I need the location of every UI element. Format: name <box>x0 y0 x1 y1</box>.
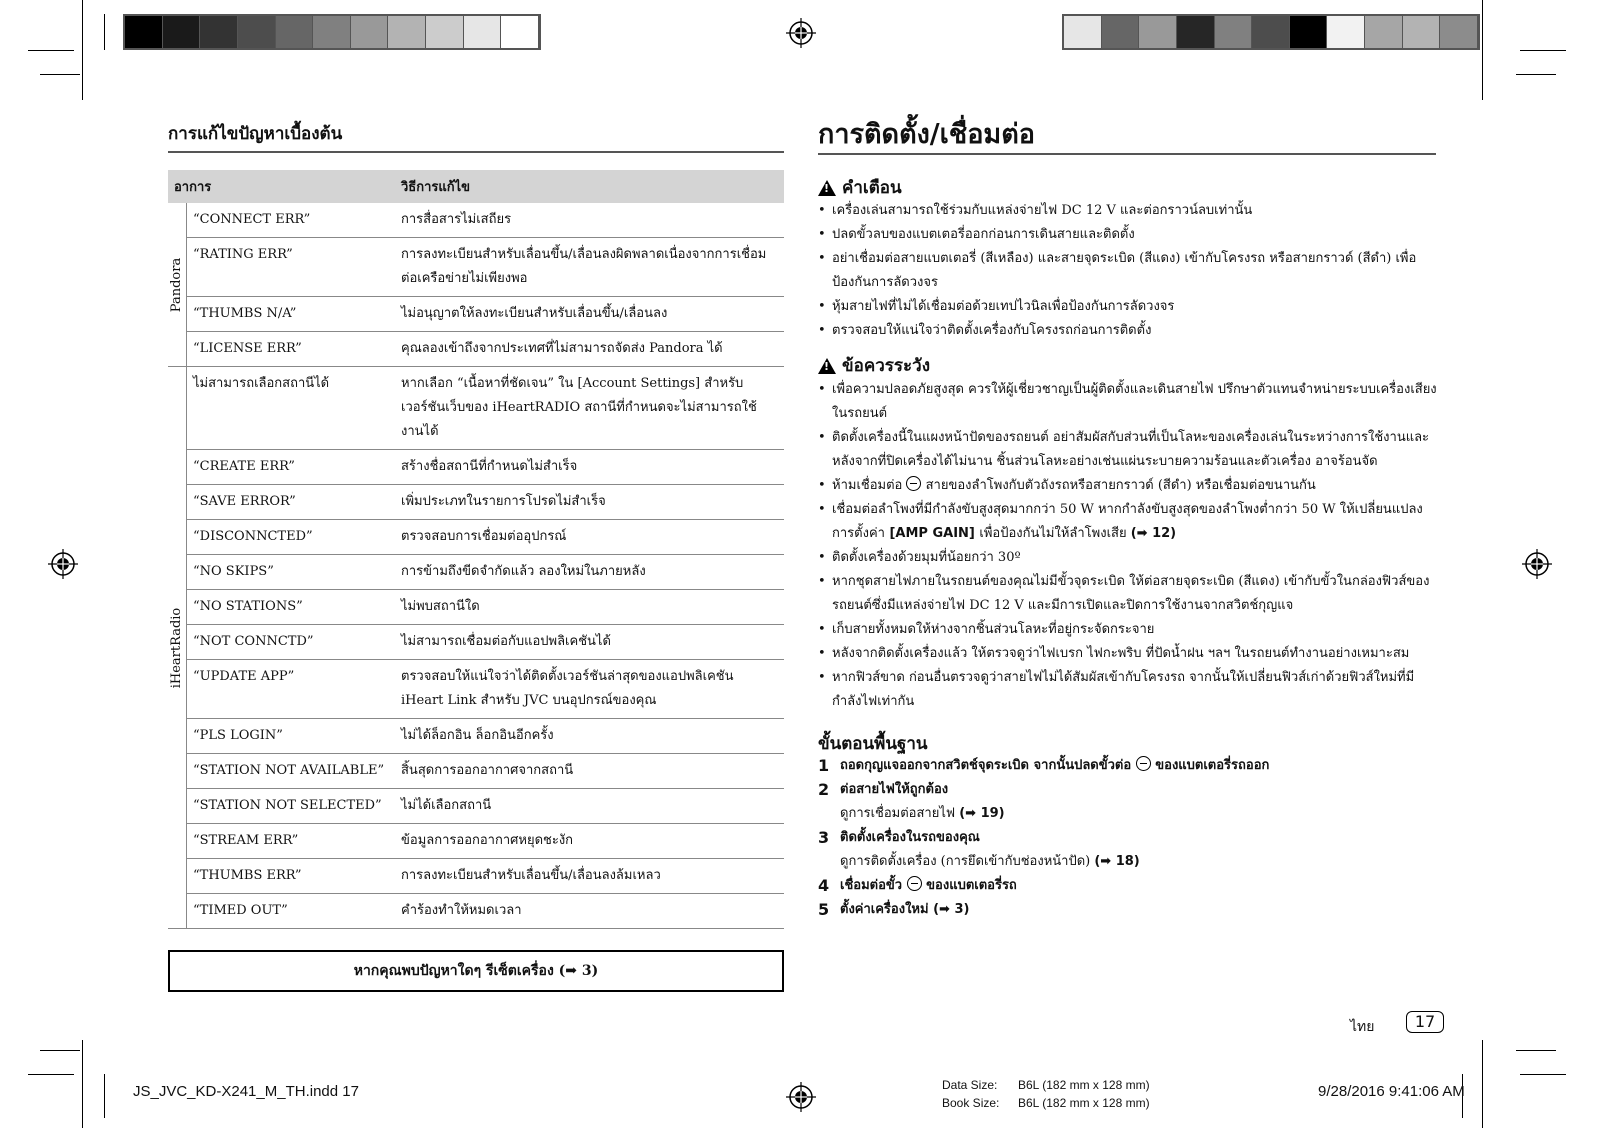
caution-text: ติดตั้งเครื่องด้วยมุมที่น้อยกว่า 30º <box>832 550 1021 565</box>
step-number: 1 <box>818 756 830 775</box>
step-detail-text: ดูการเชื่อมต่อสายไฟ <box>840 806 960 821</box>
registration-mark-icon <box>48 549 78 579</box>
table-row <box>168 754 784 789</box>
step-title <box>840 826 1438 850</box>
caution-item <box>818 426 1440 474</box>
symptom-cell: “LICENSE ERR” <box>187 332 396 367</box>
caution-text: เพื่อความปลอดภัยสูงสุด ควรให้ผู้เชี่ยวชาญเป็นผู้ติดตั้งและเดินสายไฟ ปรึกษาตัวแทนจำหน่ายระบบเครื่องเสียงในรถยนต์ <box>832 382 1437 421</box>
crop-mark <box>104 1074 105 1118</box>
page-language: ไทย <box>1350 1019 1375 1035</box>
remedy-cell: สร้างชื่อสถานีที่กำหนดไม่สำเร็จ <box>395 450 784 485</box>
color-swatch <box>125 16 163 48</box>
step-detail <box>840 802 1438 826</box>
footer-data-size-value: B6L (182 mm x 128 mm) <box>1018 1078 1150 1092</box>
crop-mark <box>1482 1040 1483 1128</box>
warning-item: • ปลดขั้วลบของแบตเตอรี่ออกก่อนการเดินสายและติดตั้ง <box>818 223 1440 247</box>
symptom-cell: “CREATE ERR” <box>187 450 396 485</box>
warning-list <box>818 199 1440 343</box>
registration-mark-icon <box>786 1082 816 1112</box>
column-header-remedy: วิธีการแก้ไข <box>395 170 784 203</box>
remedy-cell: ไม่ได้ล็อกอิน ล็อกอินอีกครั้ง <box>395 719 784 754</box>
footer-datetime: 9/28/2016 9:41:06 AM <box>1318 1083 1465 1100</box>
minus-terminal-icon <box>1136 756 1151 771</box>
registration-mark-icon <box>1522 549 1552 579</box>
table-row <box>168 789 784 824</box>
group-cell <box>168 203 187 367</box>
table-row <box>168 555 784 590</box>
color-swatch <box>1365 16 1403 48</box>
warning-item: • หุ้มสายไฟที่ไม่ได้เชื่อมต่อด้วยเทปไวนิลเพื่อป้องกันการลัดวงจร <box>818 295 1440 319</box>
color-swatch <box>276 16 314 48</box>
symptom-cell: ไม่สามารถเลือกสถานีได้ <box>187 367 396 450</box>
symptom-cell: “STATION NOT AVAILABLE” <box>187 754 396 789</box>
step-title <box>840 754 1438 778</box>
symptom-cell: “NOT CONNCTD” <box>187 625 396 660</box>
remedy-cell: คุณลองเข้าถึงจากประเทศที่ไม่สามารถจัดส่ง Pandora ได้ <box>395 332 784 367</box>
caution-item <box>818 618 1440 642</box>
caution-item <box>818 546 1440 570</box>
table-row <box>168 660 784 719</box>
step-item <box>818 754 1438 778</box>
symptom-cell: “UPDATE APP” <box>187 660 396 719</box>
steps-list <box>818 754 1438 922</box>
crop-mark <box>1520 1074 1566 1075</box>
remedy-cell: ไม่อนุญาตให้ลงทะเบียนสำหรับเลื่อนขึ้น/เลื่อนลง <box>395 297 784 332</box>
color-swatch <box>313 16 351 48</box>
caution-item <box>818 642 1440 666</box>
symptom-cell: “DISCONNCTED” <box>187 520 396 555</box>
remedy-cell: ข้อมูลการออกอากาศหยุดชะงัก <box>395 824 784 859</box>
color-swatch <box>464 16 502 48</box>
step-item <box>818 826 1438 874</box>
page-reference: (➡ 12) <box>1130 526 1177 541</box>
minus-terminal-icon <box>907 876 922 891</box>
table-row <box>168 485 784 520</box>
symptom-cell: “STATION NOT SELECTED” <box>187 789 396 824</box>
step-number: 4 <box>818 876 830 895</box>
step-title <box>840 898 1438 922</box>
table-row <box>168 625 784 660</box>
crop-mark <box>40 1050 80 1051</box>
caution-text: สายของลำโพงกับตัวถังรถหรือสายกราวด์ (สีดำ) หรือเชื่อมต่อขนานกัน <box>921 478 1316 493</box>
caution-item <box>818 498 1440 546</box>
step-number: 2 <box>818 780 830 799</box>
registration-mark-icon <box>786 18 816 48</box>
title-rule <box>818 153 1436 155</box>
title-rule <box>168 151 784 153</box>
color-swatch <box>426 16 464 48</box>
color-swatch <box>351 16 389 48</box>
color-swatch <box>1403 16 1441 48</box>
remedy-cell: การลงทะเบียนสำหรับเลื่อนขึ้น/เลื่อนลงผิดพลาดเนื่องจากการเชื่อมต่อเครือข่ายไม่เพียงพอ <box>395 238 784 297</box>
symptom-cell: “PLS LOGIN” <box>187 719 396 754</box>
caution-item <box>818 666 1440 714</box>
table-header-row <box>168 170 784 203</box>
step-detail-text: ดูการติดตั้งเครื่อง (การยึดเข้ากับช่องหน้าปัด) <box>840 854 1095 869</box>
group-cell <box>168 367 187 929</box>
caution-text: หากชุดสายไฟภายในรถยนต์ของคุณไม่มีขั้วจุดระเบิด ให้ต่อสายจุดระเบิด (สีแดง) เข้ากับขั้วในกล่องฟิวส์ของรถยนต์ซึ่งมีแหล่งจ่ายไฟ DC 12 V และมีการเปิดและปิดการใช้งานจากสวิตช์กุญแจ <box>832 574 1430 613</box>
crop-mark <box>82 0 83 100</box>
installation-title: การติดตั้ง/เชื่อมต่อ <box>818 119 1035 150</box>
table-row <box>168 520 784 555</box>
remedy-cell: ตรวจสอบให้แน่ใจว่าได้ติดตั้งเวอร์ชันล่าสุดของแอปพลิเคชัน iHeart Link สำหรับ JVC บนอุปกรณ์ของคุณ <box>395 660 784 719</box>
color-swatch <box>1177 16 1215 48</box>
caution-text: ห้ามเชื่อมต่อ <box>832 478 907 493</box>
step-text: ถอดกุญแจออกจากสวิตช์จุดระเบิด จากนั้นปลดขั้วต่อ <box>840 758 1132 773</box>
caution-text: เชื่อมต่อลำโพงที่มีกำลังขับสูงสุดมากกว่า 50 W หากกำลังขับสูงสุดของลำโพงต่ำกว่า 50 W ให้เปลี่ยนแปลงการตั้งค่า <box>832 502 1423 541</box>
caution-text: หากฟิวส์ขาด ก่อนอื่นตรวจดูว่าสายไฟไม่ได้สัมผัสเข้ากับโครงรถ จากนั้นให้เปลี่ยนฟิวส์เก่าด้วยฟิวส์ใหม่ที่มีกำลังไฟเท่ากัน <box>832 670 1415 709</box>
remedy-cell: หากเลือก “เนื้อหาที่ชัดเจน” ใน [Account Settings] สำหรับเวอร์ชันเว็บของ iHeartRADIO สถานีที่กำหนดจะไม่สามารถใช้งานได้ <box>395 367 784 450</box>
remedy-cell: ไม่ได้เลือกสถานี <box>395 789 784 824</box>
symptom-cell: “THUMBS ERR” <box>187 859 396 894</box>
caution-text: เพื่อป้องกันไม่ให้ลำโพงเสีย <box>979 526 1131 541</box>
color-swatch-bar-right <box>1062 14 1480 50</box>
caution-text: หลังจากติดตั้งเครื่องแล้ว ให้ตรวจดูว่าไฟเบรก ไฟกะพริบ ที่ปัดน้ำฝน ฯลฯ ในรถยนต์ทำงานอย่างเหมาะสม <box>832 646 1410 661</box>
crop-mark <box>28 1074 74 1075</box>
color-swatch <box>1102 16 1140 48</box>
steps-heading: ขั้นตอนพื้นฐาน <box>818 734 928 754</box>
troubleshooting-table <box>168 170 784 929</box>
table-row <box>168 719 784 754</box>
crop-mark <box>40 74 80 75</box>
step-text: ต่อสายไฟให้ถูกต้อง <box>840 782 949 797</box>
warning-heading <box>818 174 902 201</box>
warning-item: • อย่าเชื่อมต่อสายแบตเตอรี่ (สีเหลือง) และสายจุดระเบิด (สีแดง) เข้ากับโครงรถ หรือสายกราวด์ (สีดำ) เพื่อป้องกันการลัดวงจร <box>818 247 1440 295</box>
color-swatch <box>238 16 276 48</box>
table-row <box>168 859 784 894</box>
setting-name: [AMP GAIN] <box>884 526 980 541</box>
color-swatch <box>1064 16 1102 48</box>
remedy-cell: การข้ามถึงขีดจำกัดแล้ว ลองใหม่ในภายหลัง <box>395 555 784 590</box>
column-header-symptom: อาการ <box>168 170 395 203</box>
caution-heading <box>818 352 930 379</box>
caution-item <box>818 378 1440 426</box>
symptom-cell: “SAVE ERROR” <box>187 485 396 520</box>
remedy-cell: ไม่พบสถานีใด <box>395 590 784 625</box>
step-item <box>818 898 1438 922</box>
color-swatch <box>1440 16 1478 48</box>
table-row <box>168 367 784 450</box>
page-number: 17 <box>1406 1011 1444 1033</box>
table-body <box>168 203 784 929</box>
group-label: Pandora <box>169 257 184 312</box>
page-reference: (➡ 19) <box>959 806 1005 821</box>
crop-mark <box>28 50 74 51</box>
table-row <box>168 590 784 625</box>
caution-text: ติดตั้งเครื่องนี้ในแผงหน้าปัดของรถยนต์ อย่าสัมผัสกับส่วนที่เป็นโลหะของเครื่องเล่นในระหว่างการใช้งานและหลังจากที่ปิดเครื่องได้ไม่นาน ชิ้นส่วนโลหะอย่างเช่นแผ่นระบายความร้อนและตัวเครื่อง อาจร้อนจัด <box>832 430 1430 469</box>
symptom-cell: “TIMED OUT” <box>187 894 396 929</box>
crop-mark <box>1516 1050 1556 1051</box>
warning-item: • ตรวจสอบให้แน่ใจว่าติดตั้งเครื่องกับโครงรถก่อนการติดตั้ง <box>818 319 1440 343</box>
step-item <box>818 778 1438 826</box>
step-title <box>840 778 1438 802</box>
caution-heading-text: ข้อควรระวัง <box>842 356 930 376</box>
minus-terminal-icon <box>906 476 921 491</box>
remedy-cell: ตรวจสอบการเชื่อมต่ออุปกรณ์ <box>395 520 784 555</box>
symptom-cell: “STREAM ERR” <box>187 824 396 859</box>
reset-note-box <box>168 950 784 992</box>
table-row <box>168 332 784 367</box>
caution-list <box>818 378 1440 714</box>
symptom-cell: “CONNECT ERR” <box>187 203 396 238</box>
warning-item: • เครื่องเล่นสามารถใช้ร่วมกับแหล่งจ่ายไฟ DC 12 V และต่อกราวน์ลบเท่านั้น <box>818 199 1440 223</box>
step-text: ตั้งค่าเครื่องใหม่ <box>840 902 929 917</box>
step-detail <box>840 850 1438 874</box>
warning-icon <box>818 180 836 196</box>
step-number: 5 <box>818 900 830 919</box>
step-text: ติดตั้งเครื่องในรถของคุณ <box>840 830 980 845</box>
page-reference: (➡ 18) <box>1094 854 1140 869</box>
color-swatch <box>200 16 238 48</box>
color-swatch <box>1139 16 1177 48</box>
warning-heading-text: คำเตือน <box>842 178 902 198</box>
table-row <box>168 203 784 238</box>
caution-icon <box>818 358 836 374</box>
color-swatch <box>1290 16 1328 48</box>
remedy-cell: การสื่อสารไม่เสถียร <box>395 203 784 238</box>
group-label: iHeartRadio <box>169 607 184 688</box>
remedy-cell: การลงทะเบียนสำหรับเลื่อนขึ้น/เลื่อนลงล้มเหลว <box>395 859 784 894</box>
remedy-cell: คำร้องทำให้หมดเวลา <box>395 894 784 929</box>
symptom-cell: “THUMBS N/A” <box>187 297 396 332</box>
table-row <box>168 894 784 929</box>
caution-item <box>818 570 1440 618</box>
table-row <box>168 450 784 485</box>
symptom-cell: “RATING ERR” <box>187 238 396 297</box>
color-swatch <box>501 16 539 48</box>
step-text: เชื่อมต่อขั้ว <box>840 878 903 893</box>
crop-mark <box>82 1040 83 1128</box>
step-text: ของแบตเตอรี่รถ <box>926 878 1017 893</box>
color-swatch <box>163 16 201 48</box>
color-swatch <box>1252 16 1290 48</box>
footer-data-size-label: Data Size: <box>942 1078 998 1092</box>
crop-mark <box>104 14 105 50</box>
symptom-cell: “NO STATIONS” <box>187 590 396 625</box>
remedy-cell: สิ้นสุดการออกอากาศจากสถานี <box>395 754 784 789</box>
crop-mark <box>1520 50 1566 51</box>
footer-book-size-value: B6L (182 mm x 128 mm) <box>1018 1096 1150 1110</box>
color-swatch-bar-left <box>123 14 541 50</box>
color-swatch <box>1215 16 1253 48</box>
caution-text: เก็บสายทั้งหมดให้ห่างจากชิ้นส่วนโลหะที่อยู่กระจัดกระจาย <box>832 622 1155 637</box>
footer-filename: JS_JVC_KD-X241_M_TH.indd 17 <box>133 1083 359 1100</box>
remedy-cell: ไม่สามารถเชื่อมต่อกับแอปพลิเคชันได้ <box>395 625 784 660</box>
color-swatch <box>1327 16 1365 48</box>
step-item <box>818 874 1438 898</box>
symptom-cell: “NO SKIPS” <box>187 555 396 590</box>
crop-mark <box>1482 0 1483 100</box>
step-text: ของแบตเตอรี่รถออก <box>1155 758 1270 773</box>
table-row <box>168 297 784 332</box>
crop-mark <box>1516 74 1556 75</box>
caution-item <box>818 474 1440 498</box>
footer-book-size-label: Book Size: <box>942 1096 1000 1110</box>
troubleshooting-title: การแก้ไขปัญหาเบื้องต้น <box>168 124 343 144</box>
reset-note: หากคุณพบปัญหาใดๆ รีเซ็ตเครื่อง (➡ 3) <box>353 963 599 979</box>
table-row <box>168 238 784 297</box>
step-number: 3 <box>818 828 830 847</box>
table-row <box>168 824 784 859</box>
color-swatch <box>388 16 426 48</box>
remedy-cell: เพิ่มประเภทในรายการโปรดไม่สำเร็จ <box>395 485 784 520</box>
step-title <box>840 874 1438 898</box>
page-reference: (➡ 3) <box>933 902 970 917</box>
